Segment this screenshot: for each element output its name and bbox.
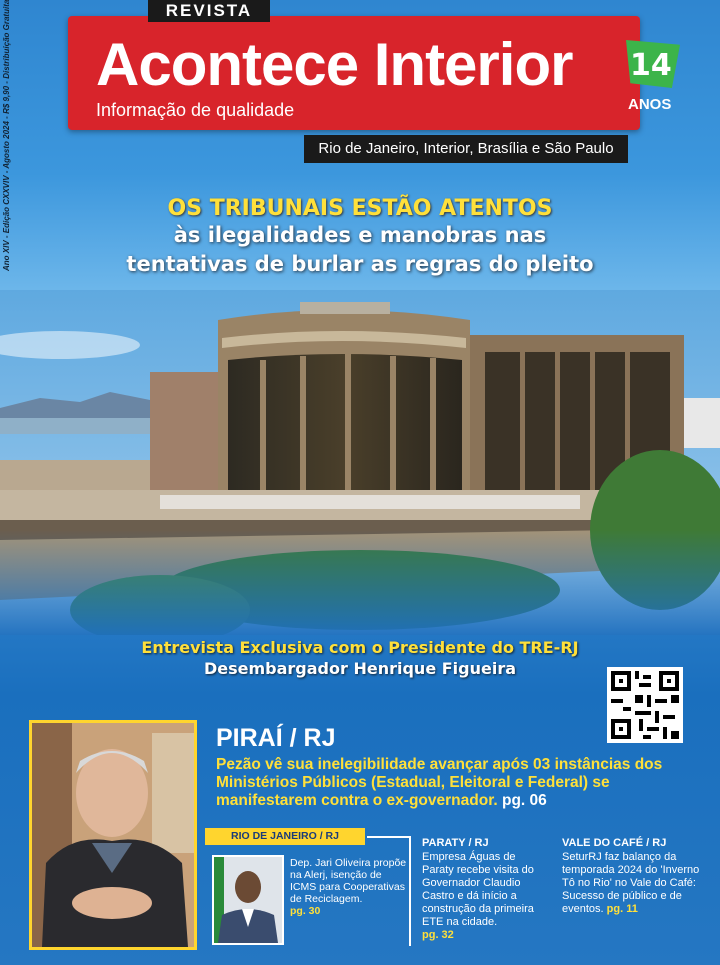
headline-line-3: tentativas de burlar as regras do pleito: [126, 252, 594, 276]
anniversary-number: 14: [630, 48, 672, 83]
revista-label: REVISTA: [148, 0, 270, 22]
qr-code[interactable]: [607, 667, 683, 743]
building-photo: [0, 290, 720, 635]
magazine-title: Acontece Interior: [96, 31, 573, 98]
rio-tag: RIO DE JANEIRO / RJ: [205, 828, 365, 845]
edition-info-text: Ano XIV - Edição CXXVIV - Agosto 2024 - R$ 9,90 - Distribuição Gratuita: [2, 0, 11, 272]
vale-page-ref: pg. 11: [606, 903, 638, 915]
interview-line-1: Entrevista Exclusiva com o Presidente do TRE-RJ: [141, 638, 579, 657]
interview-line-2: Desembargador Henrique Figueira: [203, 659, 517, 678]
magazine-tagline: Informação de qualidade: [96, 100, 295, 120]
paraty-page-ref: pg. 32: [422, 929, 454, 941]
anniversary-badge: [620, 40, 690, 120]
headline-line-1: OS TRIBUNAIS ESTÃO ATENTOS: [167, 196, 553, 221]
rio-page-ref: pg. 30: [290, 905, 321, 917]
paraty-story: [422, 851, 550, 942]
paraty-story-text: Empresa Águas de Paraty recebe visita do Governador Claudio Castro e dá início a construção da primeira ETE na cidade.: [422, 851, 534, 928]
masthead: [68, 16, 640, 130]
pirai-story-text: Pezão vê sua inelegibilidade avançar após 03 instâncias dos Ministérios Públicos (Estadual, Eleitoral e Federal) se manifestarem contra o ex-governador.: [216, 756, 663, 809]
regions-bar: Rio de Janeiro, Interior, Brasília e São Paulo: [304, 135, 628, 163]
headline-line-2: às ilegalidades e manobras nas: [173, 223, 547, 247]
pirai-title: PIRAÍ / RJ: [216, 724, 336, 752]
rio-story-text: Dep. Jari Oliveira propõe na Alerj, isenção de ICMS para Cooperativas de Reciclagem.: [290, 857, 407, 905]
jari-oliveira-photo: [212, 855, 284, 945]
vale-title: VALE DO CAFÉ / RJ: [562, 837, 667, 849]
divider-line: [367, 836, 411, 838]
paraty-title: PARATY / RJ: [422, 837, 489, 849]
vale-story: [562, 851, 712, 916]
pezao-portrait: [29, 720, 197, 950]
vale-story-text: SeturRJ faz balanço da temporada 2024 do 'Inverno Tô no Rio' no Vale do Café: Sucesso de público e de eventos.: [562, 851, 700, 915]
main-headline: [0, 196, 720, 279]
pirai-story: [216, 756, 686, 810]
rio-story: [290, 857, 408, 917]
divider-line: [409, 836, 411, 946]
anniversary-label: ANOS: [628, 96, 672, 113]
pirai-page-ref: pg. 06: [501, 792, 547, 809]
